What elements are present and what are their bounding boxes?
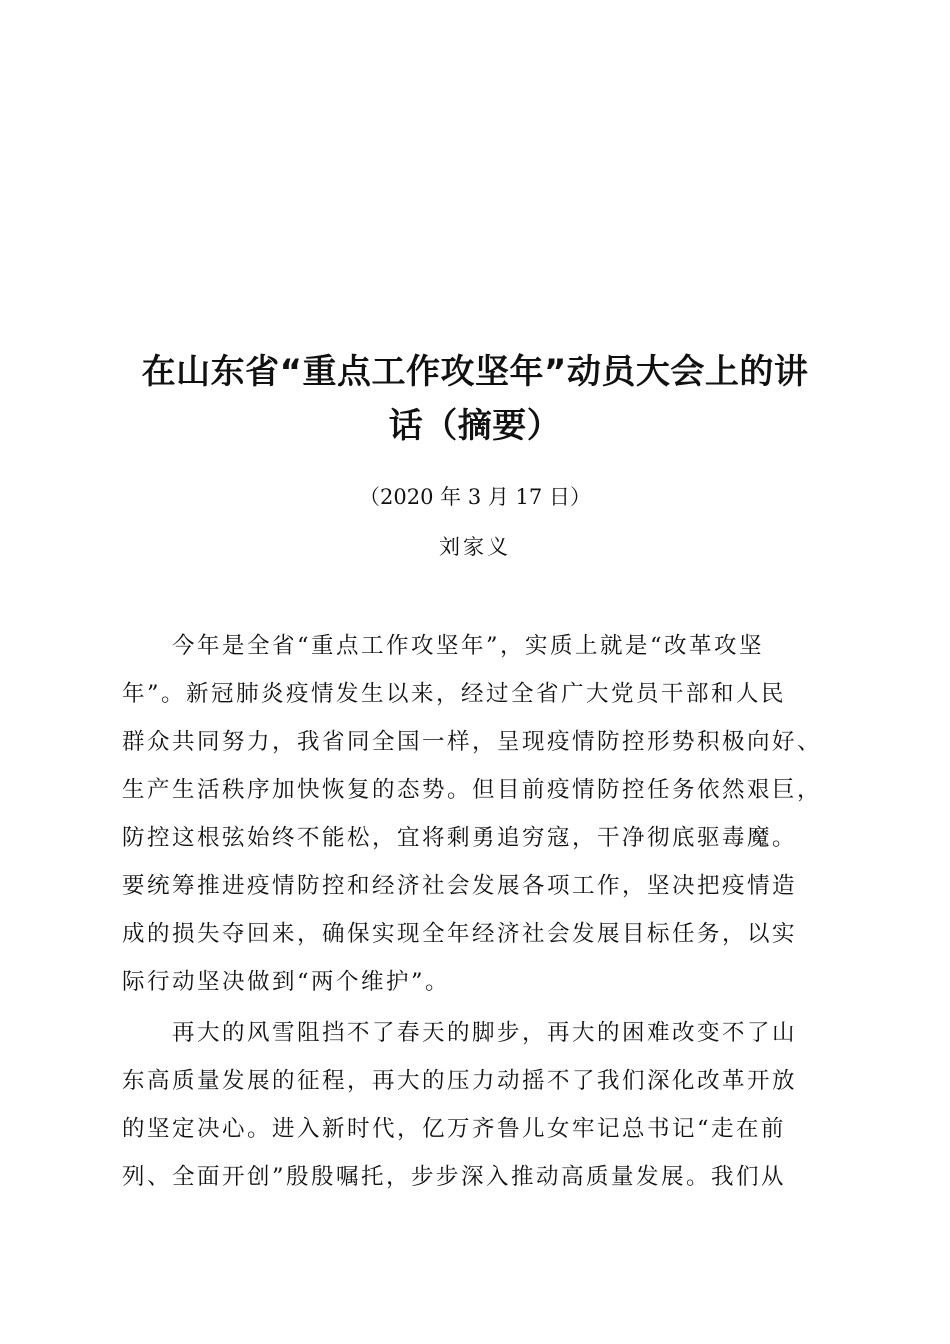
text-line: 的坚定决心。进入新时代，亿万齐鲁儿女牢记总书记“走在前 [122, 1116, 787, 1142]
title-line-2: 话（摘要） [388, 405, 562, 446]
text-line: 今年是全省“重点工作攻坚年”，实质上就是“改革攻坚 [172, 633, 765, 659]
title-line-1: 在山东省“重点工作攻坚年”动员大会上的讲 [141, 351, 809, 392]
body-text [122, 622, 834, 1201]
text-line: 东高质量发展的征程，再大的压力动摇不了我们深化改革开放 [122, 1068, 798, 1094]
text-line: 防控这根弦始终不能松，宜将剩勇追穷寇，干净彻底驱毒魔。 [122, 825, 798, 851]
author-name: 刘家义 [439, 535, 511, 559]
text-line: 列、全面开创”殷殷嘱托，步步深入推动高质量发展。我们从 [122, 1164, 787, 1190]
text-line: 年”。新冠肺炎疫情发生以来，经过全省广大党员干部和人民 [122, 681, 787, 707]
text-line: 生产生活秩序加快恢复的态势。但目前疫情防控任务依然艰巨， [122, 777, 823, 803]
text-line: 际行动坚决做到“两个维护”。 [122, 969, 451, 995]
text-line: 再大的风雪阻挡不了春天的脚步，再大的困难改变不了山 [172, 1020, 798, 1046]
document-title [120, 345, 830, 453]
speech-date: （2020 年 3 月 17 日） [359, 485, 591, 509]
text-line: 要统筹推进疫情防控和经济社会发展各项工作，坚决把疫情造 [122, 873, 798, 899]
text-line: 成的损失夺回来，确保实现全年经济社会发展目标任务，以实 [122, 921, 798, 947]
text-line: 群众共同努力，我省同全国一样，呈现疫情防控形势积极向好、 [122, 729, 823, 755]
paragraph-2 [122, 1009, 834, 1201]
paragraph-1 [122, 622, 834, 1006]
